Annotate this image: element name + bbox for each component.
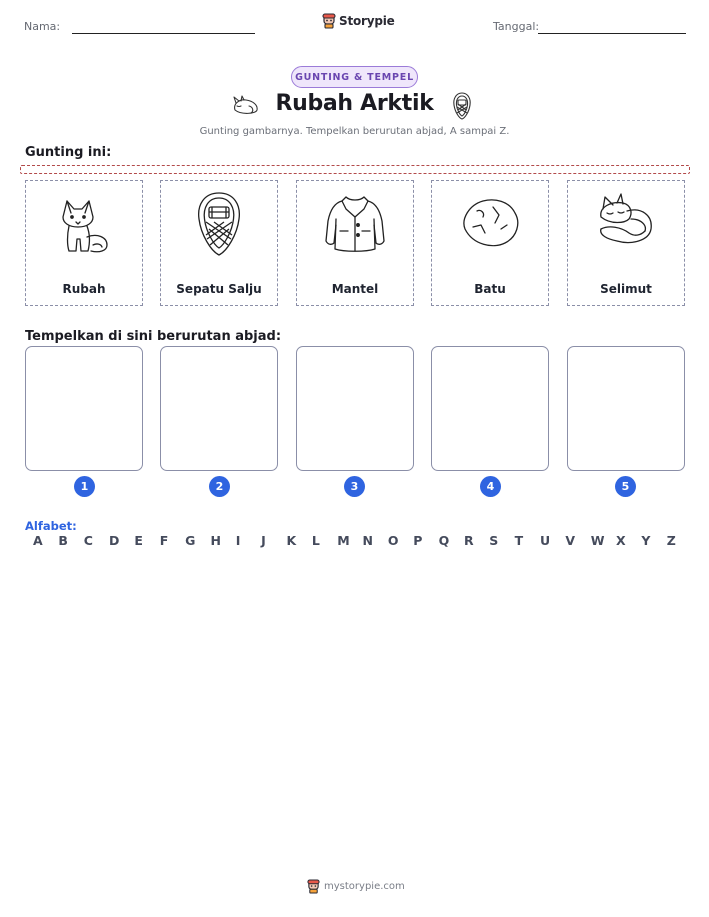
slot-number-5: 5	[615, 476, 636, 497]
brand-logo	[322, 13, 395, 29]
paste-slot-1[interactable]	[25, 346, 143, 471]
alphabet-row	[25, 533, 685, 551]
date-line[interactable]	[538, 33, 686, 34]
slot-number-2: 2	[209, 476, 230, 497]
cut-section-label: Gunting ini:	[25, 145, 112, 160]
alphabet-label: Alfabet:	[25, 519, 77, 533]
alphabet-letter: M	[337, 533, 350, 548]
fur-coat-icon	[320, 189, 390, 259]
slot-number-1: 1	[74, 476, 95, 497]
rock-icon	[455, 189, 525, 259]
cut-card-rubah[interactable]	[25, 180, 143, 306]
cut-card-sepatu-salju[interactable]	[160, 180, 278, 306]
instructions: Gunting gambarnya. Tempelkan berurutan abjad, A sampai Z.	[199, 126, 510, 137]
arctic-fox-icon	[49, 189, 119, 259]
alphabet-letter: V	[565, 533, 576, 548]
alphabet-letter: T	[514, 533, 524, 548]
cut-card-label: Rubah	[62, 282, 106, 296]
paste-section-label: Tempelkan di sini berurutan abjad:	[25, 329, 282, 344]
alphabet-letter: H	[210, 533, 221, 548]
footer	[307, 879, 405, 894]
cut-card-label: Mantel	[331, 282, 379, 296]
page-title: Rubah Arktik	[275, 91, 434, 116]
cut-line	[20, 165, 690, 174]
brand-name: Storypie	[339, 14, 395, 28]
cut-card-mantel[interactable]	[296, 180, 414, 306]
cut-card-label: Selimut	[600, 282, 652, 296]
cut-card-batu[interactable]	[431, 180, 549, 306]
alphabet-letter: C	[83, 533, 93, 548]
footer-url: mystorypie.com	[324, 881, 405, 892]
alphabet-letter: I	[235, 533, 241, 548]
paste-slot-2[interactable]	[160, 346, 278, 471]
snowshoe-icon	[184, 189, 254, 259]
alphabet-letter: Y	[641, 533, 651, 548]
date-label: Tanggal:	[493, 20, 540, 33]
slot-number-3: 3	[344, 476, 365, 497]
slot-number-4: 4	[480, 476, 501, 497]
alphabet-letter: S	[489, 533, 499, 548]
alphabet-letter: R	[463, 533, 474, 548]
cut-card-selimut[interactable]	[567, 180, 685, 306]
alphabet-letter: P	[413, 533, 423, 548]
alphabet-letter: K	[286, 533, 297, 548]
alphabet-letter: G	[185, 533, 196, 548]
alphabet-letter: Z	[666, 533, 676, 548]
alphabet-letter: D	[109, 533, 120, 548]
snowshoe-icon	[452, 92, 472, 120]
paste-slot-5[interactable]	[567, 346, 685, 471]
name-label: Nama:	[24, 20, 61, 33]
alphabet-letter: U	[540, 533, 551, 548]
name-line[interactable]	[72, 33, 255, 34]
alphabet-letter: E	[134, 533, 143, 548]
paste-slot-4[interactable]	[431, 346, 549, 471]
alphabet-letter: Q	[438, 533, 450, 548]
cut-card-label: Sepatu Salju	[176, 282, 262, 296]
alphabet-letter: J	[261, 533, 266, 548]
alphabet-letter: L	[311, 533, 320, 548]
sleeping-fox-icon	[591, 189, 661, 259]
alphabet-letter: O	[387, 533, 399, 548]
alphabet-letter: A	[33, 533, 43, 548]
paste-slot-3[interactable]	[296, 346, 414, 471]
alphabet-letter: F	[159, 533, 169, 548]
cut-card-label: Batu	[474, 282, 506, 296]
storypie-logo-icon	[322, 13, 336, 29]
alphabet-letter: N	[362, 533, 374, 548]
activity-badge: GUNTING & TEMPEL	[291, 66, 418, 88]
storypie-logo-icon	[307, 879, 320, 894]
alphabet-letter: W	[590, 533, 605, 548]
alphabet-letter: B	[58, 533, 68, 548]
alphabet-letter: X	[616, 533, 626, 548]
